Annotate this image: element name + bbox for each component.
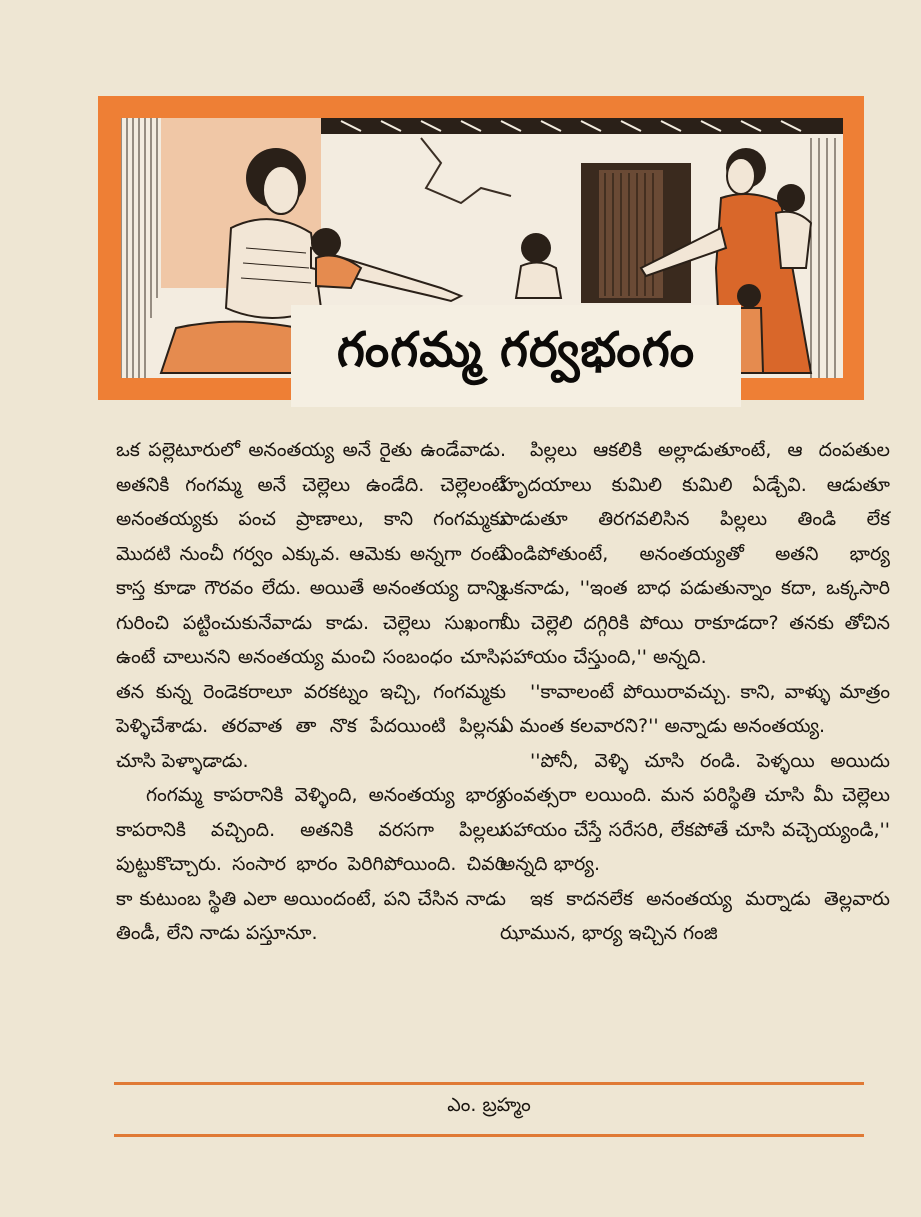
text-column-left [116, 433, 506, 951]
title-box [291, 305, 741, 407]
paragraph: పిల్లలు ఆకలికి అల్లాడుతూంటే, ఆ దంపతుల హృదయాలు కుమిలి కుమిలి ఏడ్చేవి. ఆడుతూ పాడుతూ తిరగవలిసిన పిల్లలు తిండి లేక ఎండిపోతుంటే, అనంతయ్యతో అతని భార్య ఒకనాడు, ''ఇంత బాధ పడుతున్నాం కదా, ఒక్కసారి మీ చెల్లెలి దగ్గిరికి పోయి రాకూడదా? తనకు తోచిన సహాయం చేస్తుంది,'' అన్నది. [500, 439, 890, 668]
paragraph: ''కావాలంటే పోయిరావచ్చు. కాని, వాళ్ళు మాత్రం ఏ మంత కలవారని?'' అన్నాడు అనంతయ్య. [500, 680, 890, 737]
paragraph: ఒక పల్లెటూరులో అనంతయ్య అనే రైతు ఉండేవాడు. అతనికి గంగమ్మ అనే చెల్లెలు ఉండేది. చెల్లెలంటే అనంతయ్యకు పంచ ప్రాణాలు, కాని గంగమ్మకు మొదటి నుంచీ గర్వం ఎక్కువ. ఆమెకు అన్నగా రంటే కాస్త కూడా గౌరవం లేదు. అయితే అనంతయ్య దాన్ని గురించి పట్టించుకునేవాడు కాడు. చెల్లెలు సుఖంగా ఉంటే చాలునని అనంతయ్య మంచి సంబంధం చూసి, తన కున్న రెండెకరాలూ వరకట్నం ఇచ్చి, గంగమ్మకు పెళ్ళిచేశాడు. తరవాత తా నొక పేదయింటి పిల్లను చూసి పెళ్ళాడాడు. [116, 439, 506, 772]
paragraph: ఇక కాదనలేక అనంతయ్య మర్నాడు తెల్లవారు ఝామున, భార్య ఇచ్చిన గంజి [500, 887, 890, 944]
paragraph: ''పోనీ, వెళ్ళి చూసి రండి. పెళ్ళయి అయిదు సంవత్సరా లయింది. మన పరిస్థితి చూసి మీ చెల్లెలు సహాయం చేస్తే సరేసరి, లేకపోతే చూసి వచ్చెయ్యండి,'' అన్నది భార్య. [500, 749, 890, 875]
paragraph: గంగమ్మ కాపరానికి వెళ్ళింది, అనంతయ్య భార్య కాపరానికి వచ్చింది. అతనికి వరసగా పిల్లలు పుట్టుకొచ్చారు. సంసార భారం పెరిగిపోయింది. చివరి కా కుటుంబ స్థితి ఎలా అయిందంటే, పని చేసిన నాడు తిండీ, లేని నాడు పస్తూనూ. [116, 784, 506, 944]
story-title: గంగమ్మ గర్వభంగం [336, 322, 696, 378]
divider-top [114, 1082, 864, 1085]
text-column-right [500, 433, 890, 951]
divider-bottom [114, 1134, 864, 1137]
author-byline: ఎం. బ్రహ్మం [447, 1094, 531, 1116]
